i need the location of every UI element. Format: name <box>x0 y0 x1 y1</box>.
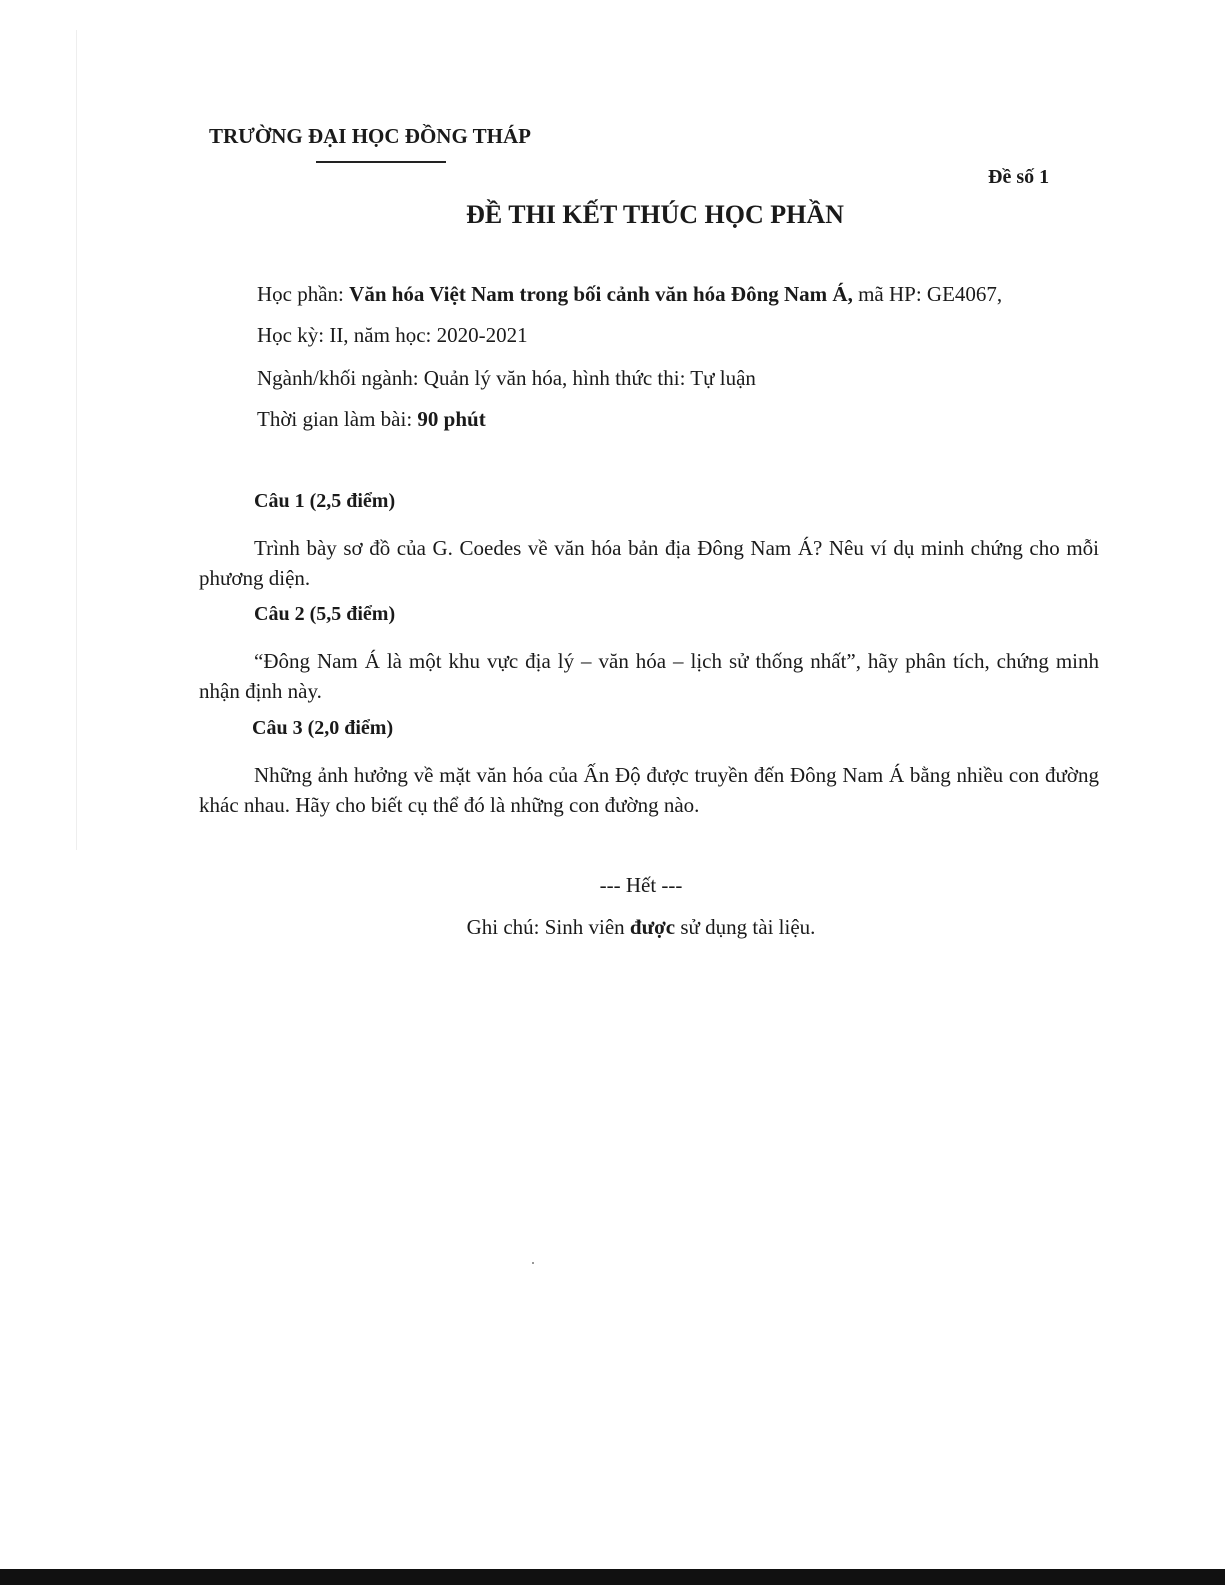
semester-line: Học kỳ: II, năm học: 2020-2021 <box>257 323 528 347</box>
note-prefix: Ghi chú: Sinh viên <box>466 915 630 939</box>
duration-line <box>257 407 486 432</box>
course-name: Văn hóa Việt Nam trong bối cảnh văn hóa Đông Nam Á, <box>349 282 853 306</box>
end-mark: --- Hết --- <box>599 873 683 897</box>
question-1-heading: Câu 1 (2,5 điểm) <box>254 490 396 512</box>
school-name: TRƯỜNG ĐẠI HỌC ĐỒNG THÁP <box>209 124 532 148</box>
question-2-text: “Đông Nam Á là một khu vực địa lý – văn hóa – lịch sử thống nhất”, hãy phân tích, chứng minh nhận định này. <box>199 649 1099 703</box>
scan-speck <box>532 1262 534 1264</box>
course-label: Học phần: <box>257 282 350 306</box>
note-bold: được <box>629 915 676 939</box>
scan-edge-line <box>76 30 77 850</box>
question-1-text: Trình bày sơ đồ của G. Coedes về văn hóa bản địa Đông Nam Á? Nêu ví dụ minh chứng cho mỗi phương diện. <box>199 536 1099 590</box>
question-3-heading: Câu 3 (2,0 điểm) <box>252 717 394 739</box>
exam-title: ĐỀ THI KẾT THÚC HỌC PHẦN <box>466 200 844 229</box>
course-line <box>257 282 1002 307</box>
question-3-text: Những ảnh hưởng về mặt văn hóa của Ấn Độ được truyền đến Đông Nam Á bằng nhiều con đường khác nhau. Hãy cho biết cụ thể đó là những con đường nào. <box>199 763 1099 817</box>
exam-number: Đề số 1 <box>988 166 1050 188</box>
question-2-heading: Câu 2 (5,5 điểm) <box>254 603 396 625</box>
scan-bottom-bar <box>0 1569 1225 1585</box>
footer-note <box>0 915 1225 940</box>
note-suffix: sử dụng tài liệu. <box>675 915 816 939</box>
duration-value: 90 phút <box>417 407 486 431</box>
major-line: Ngành/khối ngành: Quản lý văn hóa, hình thức thi: Tự luận <box>257 366 756 390</box>
school-underline <box>316 161 446 163</box>
course-code: mã HP: GE4067, <box>852 282 1003 306</box>
duration-label: Thời gian làm bài: <box>257 407 418 431</box>
